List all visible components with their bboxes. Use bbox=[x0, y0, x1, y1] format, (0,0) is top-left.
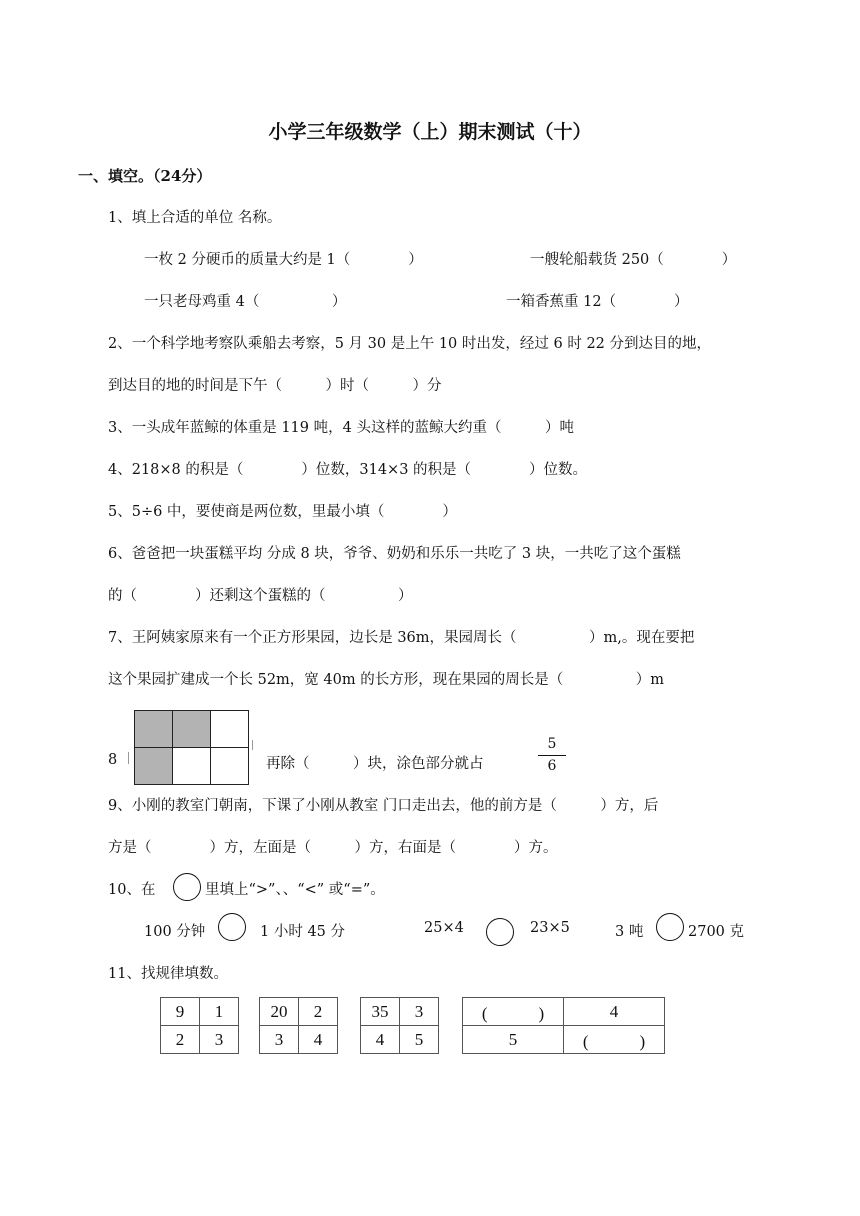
compare-3-right: 2700 克 bbox=[688, 924, 745, 940]
question-6-line-1: 6、爸爸把一块蛋糕平均 分成 8 块，爷爷、奶奶和乐乐一共吃了 3 块，一共吃了这个蛋糕 bbox=[108, 546, 681, 562]
pattern-cell: 9 bbox=[161, 998, 200, 1026]
fraction-denominator: 6 bbox=[547, 758, 557, 774]
question-3: 3、一头成年蓝鲸的体重是 119 吨，4 头这样的蓝鲸大约重（ ）吨 bbox=[108, 420, 574, 436]
question-9-line-1: 9、小刚的教室门朝南，下课了小刚从教室 门口走出去，他的前方是（ ）方，后 bbox=[108, 798, 659, 814]
pattern-cell: 1 bbox=[200, 998, 239, 1026]
grid-cell-blank bbox=[211, 748, 249, 785]
pattern-cell: 3 bbox=[200, 1026, 239, 1054]
grid-cell-blank bbox=[173, 748, 211, 785]
question-2-line-2: 到达目的地的时间是下午（ ）时（ ）分 bbox=[108, 378, 442, 394]
question-1-stem: 1、填上合适的单位 名称。 bbox=[108, 210, 282, 226]
question-7-line-2: 这个果园扩建成一个长 52m，宽 40m 的长方形，现在果园的周长是（ ）m bbox=[108, 672, 664, 688]
question-7-line-1: 7、王阿姨家原来有一个正方形果园，边长是 36m，果园周长（ ）m,。现在要把 bbox=[108, 630, 695, 646]
question-5: 5、5÷6 中，要使商是两位数，里最小填（ ） bbox=[108, 504, 457, 520]
compare-2-right: 23×5 bbox=[530, 920, 570, 936]
compare-circle-1[interactable] bbox=[218, 913, 246, 941]
shaded-rectangle-grid bbox=[134, 710, 249, 785]
grid-cell-shaded bbox=[173, 711, 211, 748]
compare-circle-3[interactable] bbox=[656, 913, 684, 941]
pattern-table-1 bbox=[160, 997, 239, 1054]
question-1-item-c: 一只老母鸡重 4（ ） bbox=[144, 294, 347, 310]
question-10-instruction: 里填上“>”、、“<” 或“=”。 bbox=[205, 882, 385, 898]
grid-edge-mark bbox=[252, 740, 253, 750]
pattern-table-3 bbox=[360, 997, 439, 1054]
pattern-cell-blank[interactable]: ( ) bbox=[463, 998, 564, 1026]
pattern-cell: 20 bbox=[260, 998, 299, 1026]
question-9-line-2: 方是（ ）方，左面是（ ）方，右面是（ ）方。 bbox=[108, 840, 558, 856]
page-title: 小学三年级数学（上）期末测试（十） bbox=[268, 121, 592, 143]
pattern-cell: 3 bbox=[260, 1026, 299, 1054]
pattern-cell: 4 bbox=[564, 998, 665, 1026]
pattern-cell: 2 bbox=[161, 1026, 200, 1054]
question-1-item-d: 一箱香蕉重 12（ ） bbox=[506, 294, 689, 310]
pattern-cell: 4 bbox=[299, 1026, 338, 1054]
pattern-cell: 4 bbox=[361, 1026, 400, 1054]
question-4: 4、218×8 的积是（ ）位数，314×3 的积是（ ）位数。 bbox=[108, 462, 588, 478]
compare-circle-example bbox=[173, 873, 201, 901]
pattern-cell: 5 bbox=[400, 1026, 439, 1054]
compare-circle-2[interactable] bbox=[486, 918, 514, 946]
grid-cell-shaded bbox=[135, 711, 173, 748]
question-11-stem: 11、找规律填数。 bbox=[108, 966, 228, 982]
fraction-five-sixths bbox=[538, 735, 566, 776]
grid-cell-blank bbox=[211, 711, 249, 748]
question-8-text: 再除（ ）块，涂色部分就占 bbox=[266, 756, 484, 772]
compare-1-left: 100 分钟 bbox=[144, 924, 206, 940]
pattern-cell-blank[interactable]: ( ) bbox=[564, 1026, 665, 1054]
pattern-cell: 35 bbox=[361, 998, 400, 1026]
question-1-item-a: 一枚 2 分硬币的质量大约是 1（ ） bbox=[144, 252, 423, 268]
section-heading-fill-blank: 一、填空。（24分） bbox=[78, 167, 212, 185]
pattern-cell: 2 bbox=[299, 998, 338, 1026]
pattern-table-4 bbox=[462, 997, 665, 1054]
question-8-number: 8 bbox=[108, 752, 118, 768]
grid-edge-mark bbox=[128, 752, 129, 764]
compare-3-left: 3 吨 bbox=[615, 924, 644, 940]
question-2-line-1: 2、一个科学地考察队乘船去考察，5 月 30 是上午 10 时出发，经过 6 时 22 分到达目的地， bbox=[108, 336, 712, 352]
compare-1-right: 1 小时 45 分 bbox=[260, 924, 346, 940]
pattern-table-2 bbox=[259, 997, 338, 1054]
fraction-numerator: 5 bbox=[538, 735, 566, 756]
pattern-cell: 3 bbox=[400, 998, 439, 1026]
compare-2-left: 25×4 bbox=[424, 920, 464, 936]
pattern-cell: 5 bbox=[463, 1026, 564, 1054]
question-6-line-2: 的（ ）还剩这个蛋糕的（ ） bbox=[108, 588, 413, 604]
grid-cell-shaded bbox=[135, 748, 173, 785]
question-1-item-b: 一艘轮船载货 250（ ） bbox=[530, 252, 737, 268]
question-10-prefix: 10、在 bbox=[108, 882, 156, 898]
